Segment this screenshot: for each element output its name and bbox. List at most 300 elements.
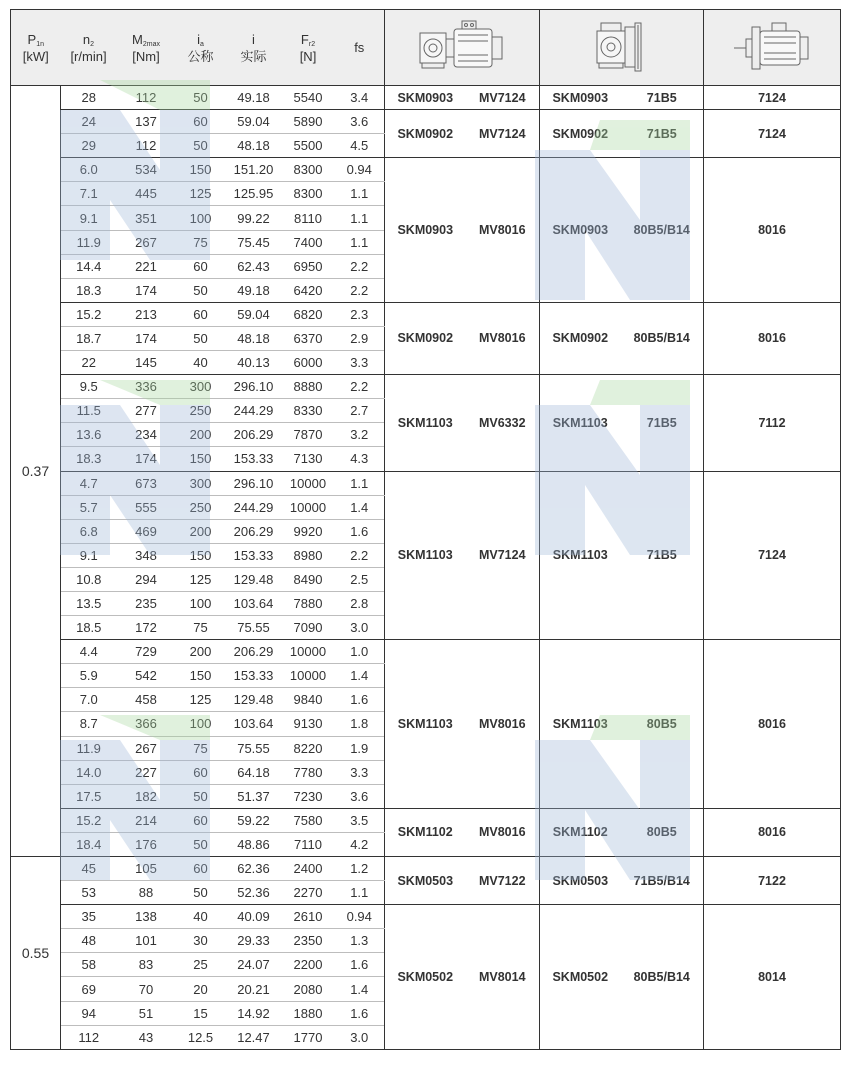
output-speed: 6.0 [61, 158, 117, 182]
nominal-ratio: 150 [176, 543, 226, 567]
motor-code: 8016 [704, 158, 841, 303]
motor-code: 7124 [704, 471, 841, 640]
nominal-ratio: 150 [176, 158, 226, 182]
header-row [11, 10, 841, 86]
max-torque: 176 [117, 832, 176, 856]
flange-size: 80B5 [621, 808, 704, 856]
nominal-ratio: 200 [176, 423, 226, 447]
service-factor: 2.5 [335, 567, 385, 591]
max-torque: 534 [117, 158, 176, 182]
radial-force: 2270 [282, 881, 335, 905]
radial-force: 8110 [282, 206, 335, 230]
max-torque: 458 [117, 688, 176, 712]
radial-force: 10000 [282, 495, 335, 519]
header-gear-flange-image [540, 10, 704, 86]
radial-force: 2400 [282, 857, 335, 881]
max-torque: 174 [117, 447, 176, 471]
radial-force: 6950 [282, 254, 335, 278]
flange-size: 71B5 [621, 375, 704, 471]
max-torque: 145 [117, 351, 176, 375]
service-factor: 1.4 [335, 977, 385, 1001]
motor-model: MV7124 [466, 471, 540, 640]
output-speed: 4.7 [61, 471, 117, 495]
max-torque: 221 [117, 254, 176, 278]
nominal-ratio: 75 [176, 616, 226, 640]
actual-ratio: 206.29 [226, 519, 282, 543]
flange-size: 80B5/B14 [621, 158, 704, 303]
max-torque: 214 [117, 808, 176, 832]
actual-ratio: 151.20 [226, 158, 282, 182]
radial-force: 8220 [282, 736, 335, 760]
output-speed: 13.5 [61, 591, 117, 615]
reducer-flange-model: SKM0902 [540, 302, 621, 374]
max-torque: 348 [117, 543, 176, 567]
motor-code: 7124 [704, 86, 841, 110]
actual-ratio: 206.29 [226, 640, 282, 664]
actual-ratio: 52.36 [226, 881, 282, 905]
table-row [11, 302, 841, 326]
motor-model: MV8016 [466, 640, 540, 809]
radial-force: 6820 [282, 302, 335, 326]
motor-code: 8016 [704, 302, 841, 374]
max-torque: 137 [117, 110, 176, 134]
actual-ratio: 51.37 [226, 784, 282, 808]
table-row [11, 158, 841, 182]
actual-ratio: 75.55 [226, 616, 282, 640]
max-torque: 70 [117, 977, 176, 1001]
reducer-flange-model: SKM1103 [540, 640, 621, 809]
actual-ratio: 62.36 [226, 857, 282, 881]
actual-ratio: 24.07 [226, 953, 282, 977]
actual-ratio: 244.29 [226, 495, 282, 519]
max-torque: 267 [117, 230, 176, 254]
nominal-ratio: 125 [176, 182, 226, 206]
motor-code: 7124 [704, 110, 841, 158]
motor-code: 8014 [704, 905, 841, 1050]
table-row [11, 640, 841, 664]
header-max-torque: $M_{2max}$ [Nm] [117, 10, 176, 86]
radial-force: 7110 [282, 832, 335, 856]
reducer-flange-model: SKM1102 [540, 808, 621, 856]
output-speed: 14.4 [61, 254, 117, 278]
reducer-model: SKM1103 [385, 471, 466, 640]
actual-ratio: 48.86 [226, 832, 282, 856]
actual-ratio: 296.10 [226, 471, 282, 495]
nominal-ratio: 150 [176, 664, 226, 688]
nominal-ratio: 50 [176, 832, 226, 856]
reducer-model: SKM1102 [385, 808, 466, 856]
power-value: 0.37 [11, 86, 61, 857]
radial-force: 7580 [282, 808, 335, 832]
max-torque: 469 [117, 519, 176, 543]
service-factor: 3.6 [335, 110, 385, 134]
flange-size: 80B5/B14 [621, 905, 704, 1050]
actual-ratio: 244.29 [226, 399, 282, 423]
electric-motor-icon [732, 15, 812, 77]
output-speed: 18.7 [61, 326, 117, 350]
motor-model: MV8016 [466, 808, 540, 856]
nominal-ratio: 100 [176, 206, 226, 230]
nominal-ratio: 60 [176, 808, 226, 832]
flange-size: 71B5 [621, 471, 704, 640]
max-torque: 174 [117, 326, 176, 350]
service-factor: 1.2 [335, 857, 385, 881]
motor-model: MV7124 [466, 110, 540, 158]
radial-force: 1880 [282, 1001, 335, 1025]
radial-force: 2080 [282, 977, 335, 1001]
table-row [11, 808, 841, 832]
nominal-ratio: 50 [176, 134, 226, 158]
radial-force: 8490 [282, 567, 335, 591]
service-factor: 2.7 [335, 399, 385, 423]
radial-force: 7090 [282, 616, 335, 640]
actual-ratio: 129.48 [226, 567, 282, 591]
max-torque: 174 [117, 278, 176, 302]
nominal-ratio: 200 [176, 519, 226, 543]
nominal-ratio: 50 [176, 881, 226, 905]
nominal-ratio: 250 [176, 399, 226, 423]
actual-ratio: 153.33 [226, 543, 282, 567]
max-torque: 729 [117, 640, 176, 664]
nominal-ratio: 20 [176, 977, 226, 1001]
service-factor: 1.6 [335, 519, 385, 543]
output-speed: 4.4 [61, 640, 117, 664]
radial-force: 8300 [282, 158, 335, 182]
nominal-ratio: 60 [176, 857, 226, 881]
max-torque: 112 [117, 134, 176, 158]
max-torque: 105 [117, 857, 176, 881]
service-factor: 1.1 [335, 230, 385, 254]
nominal-ratio: 40 [176, 351, 226, 375]
header-nominal-ratio: $i_a$ 公称 [176, 10, 226, 86]
service-factor: 4.5 [335, 134, 385, 158]
nominal-ratio: 125 [176, 688, 226, 712]
output-speed: 94 [61, 1001, 117, 1025]
service-factor: 2.2 [335, 254, 385, 278]
nominal-ratio: 75 [176, 736, 226, 760]
output-speed: 5.9 [61, 664, 117, 688]
output-speed: 35 [61, 905, 117, 929]
output-speed: 112 [61, 1025, 117, 1049]
max-torque: 51 [117, 1001, 176, 1025]
gear-motor-selection-table [10, 9, 841, 1050]
output-speed: 7.0 [61, 688, 117, 712]
max-torque: 88 [117, 881, 176, 905]
radial-force: 7130 [282, 447, 335, 471]
nominal-ratio: 50 [176, 278, 226, 302]
header-gear-motor-image [385, 10, 540, 86]
nominal-ratio: 50 [176, 86, 226, 110]
max-torque: 213 [117, 302, 176, 326]
actual-ratio: 62.43 [226, 254, 282, 278]
nominal-ratio: 40 [176, 905, 226, 929]
reducer-model: SKM0902 [385, 110, 466, 158]
radial-force: 5890 [282, 110, 335, 134]
nominal-ratio: 50 [176, 326, 226, 350]
radial-force: 8300 [282, 182, 335, 206]
flange-size: 80B5/B14 [621, 302, 704, 374]
max-torque: 336 [117, 375, 176, 399]
motor-code: 7112 [704, 375, 841, 471]
nominal-ratio: 60 [176, 254, 226, 278]
radial-force: 5500 [282, 134, 335, 158]
max-torque: 555 [117, 495, 176, 519]
output-speed: 45 [61, 857, 117, 881]
service-factor: 3.5 [335, 808, 385, 832]
nominal-ratio: 30 [176, 929, 226, 953]
nominal-ratio: 300 [176, 471, 226, 495]
motor-model: MV8016 [466, 158, 540, 303]
motor-code: 8016 [704, 640, 841, 809]
reducer-flange-model: SKM0503 [540, 857, 621, 905]
output-speed: 29 [61, 134, 117, 158]
radial-force: 7880 [282, 591, 335, 615]
header-service-factor: fs [335, 10, 385, 86]
output-speed: 8.7 [61, 712, 117, 736]
actual-ratio: 20.21 [226, 977, 282, 1001]
actual-ratio: 64.18 [226, 760, 282, 784]
table-body [11, 86, 841, 1050]
table-row [11, 471, 841, 495]
output-speed: 53 [61, 881, 117, 905]
output-speed: 22 [61, 351, 117, 375]
service-factor: 1.1 [335, 206, 385, 230]
radial-force: 6370 [282, 326, 335, 350]
reducer-model: SKM0902 [385, 302, 466, 374]
output-speed: 28 [61, 86, 117, 110]
output-speed: 7.1 [61, 182, 117, 206]
motor-code: 8016 [704, 808, 841, 856]
radial-force: 1770 [282, 1025, 335, 1049]
service-factor: 1.4 [335, 495, 385, 519]
reducer-flange-model: SKM0902 [540, 110, 621, 158]
header-actual-ratio: i 实际 [226, 10, 282, 86]
reducer-flange-model: SKM1103 [540, 375, 621, 471]
nominal-ratio: 250 [176, 495, 226, 519]
radial-force: 7780 [282, 760, 335, 784]
output-speed: 11.9 [61, 230, 117, 254]
max-torque: 182 [117, 784, 176, 808]
radial-force: 2350 [282, 929, 335, 953]
service-factor: 1.1 [335, 471, 385, 495]
service-factor: 0.94 [335, 158, 385, 182]
flange-size: 80B5 [621, 640, 704, 809]
reducer-model: SKM1103 [385, 640, 466, 809]
reducer-model: SKM0903 [385, 86, 466, 110]
service-factor: 0.94 [335, 905, 385, 929]
actual-ratio: 153.33 [226, 447, 282, 471]
actual-ratio: 75.55 [226, 736, 282, 760]
radial-force: 8980 [282, 543, 335, 567]
nominal-ratio: 75 [176, 230, 226, 254]
max-torque: 351 [117, 206, 176, 230]
radial-force: 5540 [282, 86, 335, 110]
radial-force: 10000 [282, 664, 335, 688]
service-factor: 1.6 [335, 953, 385, 977]
output-speed: 69 [61, 977, 117, 1001]
reducer-flange-model: SKM0903 [540, 86, 621, 110]
max-torque: 112 [117, 86, 176, 110]
actual-ratio: 59.04 [226, 110, 282, 134]
max-torque: 366 [117, 712, 176, 736]
output-speed: 24 [61, 110, 117, 134]
output-speed: 18.3 [61, 278, 117, 302]
reducer-model: SKM1103 [385, 375, 466, 471]
actual-ratio: 296.10 [226, 375, 282, 399]
max-torque: 172 [117, 616, 176, 640]
nominal-ratio: 12.5 [176, 1025, 226, 1049]
motor-model: MV8016 [466, 302, 540, 374]
service-factor: 3.4 [335, 86, 385, 110]
service-factor: 3.0 [335, 616, 385, 640]
actual-ratio: 129.48 [226, 688, 282, 712]
max-torque: 43 [117, 1025, 176, 1049]
radial-force: 7870 [282, 423, 335, 447]
output-speed: 14.0 [61, 760, 117, 784]
actual-ratio: 40.13 [226, 351, 282, 375]
radial-force: 10000 [282, 471, 335, 495]
nominal-ratio: 25 [176, 953, 226, 977]
radial-force: 2610 [282, 905, 335, 929]
reducer-model: SKM0503 [385, 857, 466, 905]
max-torque: 267 [117, 736, 176, 760]
output-speed: 18.3 [61, 447, 117, 471]
radial-force: 2200 [282, 953, 335, 977]
reducer-flange-model: SKM1103 [540, 471, 621, 640]
max-torque: 227 [117, 760, 176, 784]
output-speed: 6.8 [61, 519, 117, 543]
output-speed: 18.5 [61, 616, 117, 640]
output-speed: 13.6 [61, 423, 117, 447]
table-row [11, 86, 841, 110]
actual-ratio: 103.64 [226, 591, 282, 615]
nominal-ratio: 150 [176, 447, 226, 471]
service-factor: 4.2 [335, 832, 385, 856]
nominal-ratio: 125 [176, 567, 226, 591]
selection-table-wrap [10, 9, 840, 1050]
actual-ratio: 49.18 [226, 86, 282, 110]
actual-ratio: 48.18 [226, 134, 282, 158]
flange-size: 71B5 [621, 86, 704, 110]
actual-ratio: 59.04 [226, 302, 282, 326]
flange-size: 71B5 [621, 110, 704, 158]
actual-ratio: 153.33 [226, 664, 282, 688]
actual-ratio: 48.18 [226, 326, 282, 350]
header-output-speed: $n_2$ [r/min] [61, 10, 117, 86]
max-torque: 445 [117, 182, 176, 206]
actual-ratio: 99.22 [226, 206, 282, 230]
max-torque: 542 [117, 664, 176, 688]
actual-ratio: 12.47 [226, 1025, 282, 1049]
service-factor: 1.4 [335, 664, 385, 688]
service-factor: 1.6 [335, 1001, 385, 1025]
radial-force: 8330 [282, 399, 335, 423]
max-torque: 277 [117, 399, 176, 423]
radial-force: 9130 [282, 712, 335, 736]
nominal-ratio: 200 [176, 640, 226, 664]
nominal-ratio: 100 [176, 591, 226, 615]
max-torque: 673 [117, 471, 176, 495]
service-factor: 3.6 [335, 784, 385, 808]
service-factor: 1.1 [335, 182, 385, 206]
output-speed: 9.5 [61, 375, 117, 399]
service-factor: 2.8 [335, 591, 385, 615]
power-value: 0.55 [11, 857, 61, 1050]
service-factor: 1.8 [335, 712, 385, 736]
service-factor: 3.0 [335, 1025, 385, 1049]
service-factor: 2.2 [335, 278, 385, 302]
table-row [11, 375, 841, 399]
reducer-model: SKM0502 [385, 905, 466, 1050]
actual-ratio: 103.64 [226, 712, 282, 736]
service-factor: 1.9 [335, 736, 385, 760]
nominal-ratio: 60 [176, 110, 226, 134]
output-speed: 11.9 [61, 736, 117, 760]
motor-code: 7122 [704, 857, 841, 905]
output-speed: 15.2 [61, 302, 117, 326]
output-speed: 17.5 [61, 784, 117, 808]
max-torque: 294 [117, 567, 176, 591]
motor-model: MV8014 [466, 905, 540, 1050]
output-speed: 58 [61, 953, 117, 977]
actual-ratio: 125.95 [226, 182, 282, 206]
nominal-ratio: 15 [176, 1001, 226, 1025]
reducer-model: SKM0903 [385, 158, 466, 303]
table-row [11, 857, 841, 881]
actual-ratio: 59.22 [226, 808, 282, 832]
reducer-flange-model: SKM0502 [540, 905, 621, 1050]
motor-model: MV7124 [466, 86, 540, 110]
radial-force: 9920 [282, 519, 335, 543]
output-speed: 11.5 [61, 399, 117, 423]
service-factor: 1.3 [335, 929, 385, 953]
radial-force: 8880 [282, 375, 335, 399]
service-factor: 2.2 [335, 543, 385, 567]
output-speed: 9.1 [61, 206, 117, 230]
actual-ratio: 14.92 [226, 1001, 282, 1025]
nominal-ratio: 60 [176, 760, 226, 784]
service-factor: 1.6 [335, 688, 385, 712]
actual-ratio: 29.33 [226, 929, 282, 953]
service-factor: 3.3 [335, 760, 385, 784]
nominal-ratio: 60 [176, 302, 226, 326]
service-factor: 1.0 [335, 640, 385, 664]
worm-gear-flange-icon [587, 15, 657, 77]
table-row [11, 905, 841, 929]
radial-force: 10000 [282, 640, 335, 664]
service-factor: 2.3 [335, 302, 385, 326]
table-row [11, 110, 841, 134]
service-factor: 1.1 [335, 881, 385, 905]
motor-model: MV6332 [466, 375, 540, 471]
radial-force: 7400 [282, 230, 335, 254]
max-torque: 234 [117, 423, 176, 447]
actual-ratio: 40.09 [226, 905, 282, 929]
actual-ratio: 206.29 [226, 423, 282, 447]
output-speed: 18.4 [61, 832, 117, 856]
nominal-ratio: 100 [176, 712, 226, 736]
service-factor: 3.2 [335, 423, 385, 447]
max-torque: 138 [117, 905, 176, 929]
max-torque: 101 [117, 929, 176, 953]
max-torque: 83 [117, 953, 176, 977]
header-radial-force: $F_{r2}$ [N] [282, 10, 335, 86]
service-factor: 2.9 [335, 326, 385, 350]
actual-ratio: 49.18 [226, 278, 282, 302]
worm-gear-motor-icon [416, 15, 508, 77]
output-speed: 10.8 [61, 567, 117, 591]
output-speed: 5.7 [61, 495, 117, 519]
